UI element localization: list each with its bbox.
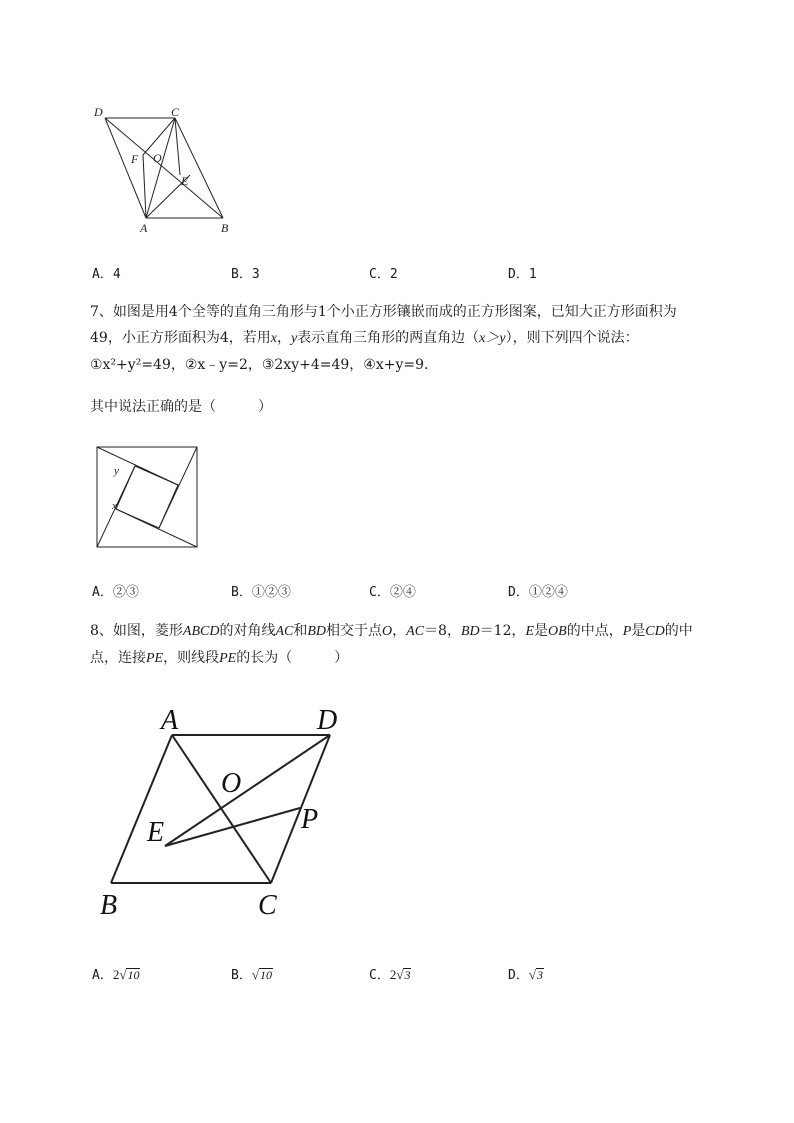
q8-option-b-radicand: 10 bbox=[259, 968, 272, 982]
q7-big-square bbox=[97, 447, 197, 547]
q6-line-af bbox=[143, 155, 146, 218]
q7-line-3: ①x²+y²=49，②x﹣y=2，③2xy+4=49，④x+y=9． bbox=[90, 357, 439, 373]
q8-label-d: D bbox=[317, 705, 338, 736]
q7-question: 其中说法正确的是（ ） bbox=[90, 399, 272, 415]
q6-label-o: O bbox=[153, 151, 162, 165]
q8-label-c: C bbox=[258, 890, 277, 921]
q8-option-d-radicand: 3 bbox=[536, 968, 543, 982]
q8-line-1: 8、如图，菱形ABCD的对角线AC和BD相交于点O，AC＝8，BD＝12，E是OB的中点，P是CD的中 bbox=[90, 623, 693, 639]
q8-stem bbox=[90, 618, 750, 672]
q6-figure bbox=[85, 100, 245, 240]
q8-figure bbox=[95, 700, 365, 925]
q8-segment-pe bbox=[165, 808, 300, 846]
q8-option-a-radicand: 10 bbox=[127, 968, 140, 982]
q8-label-o: O bbox=[221, 768, 242, 799]
q6-option-c[interactable]: C．2 bbox=[369, 267, 398, 282]
q8-option-a[interactable]: A．2√10 bbox=[92, 967, 140, 983]
q8-option-d[interactable]: D．√3 bbox=[508, 967, 543, 983]
q6-option-a[interactable]: A．4 bbox=[92, 267, 121, 282]
q8-line-2: 点，连接PE，则线段PE的长为（ ） bbox=[90, 650, 349, 666]
q6-diag-db bbox=[105, 118, 223, 218]
q6-label-d: D bbox=[94, 105, 103, 119]
q6-side-cb bbox=[175, 118, 223, 218]
q7-small-square bbox=[116, 466, 178, 528]
q8-label-b: B bbox=[100, 890, 118, 921]
q6-diag-ac bbox=[146, 118, 175, 218]
q8-side-ba bbox=[111, 735, 172, 883]
q7-option-d[interactable]: D．①②④ bbox=[508, 585, 568, 600]
q7-option-c[interactable]: C．②④ bbox=[369, 585, 416, 600]
q6-side-ad bbox=[105, 118, 146, 218]
q6-label-f: F bbox=[131, 152, 139, 166]
q7-line-2: 49，小正方形面积为4，若用x，y表示直角三角形的两直角边（x＞y），则下列四个说法： bbox=[90, 330, 639, 346]
q7-figure bbox=[92, 442, 204, 554]
q6-label-b: B bbox=[221, 221, 229, 235]
q8-option-c[interactable]: C．2√3 bbox=[369, 967, 411, 983]
q8-label-a: A bbox=[161, 705, 179, 736]
q8-option-b[interactable]: B．√10 bbox=[231, 967, 272, 983]
q6-line-cf bbox=[143, 118, 175, 155]
q8-option-c-radicand: 3 bbox=[404, 968, 411, 982]
q7-option-a[interactable]: A．②③ bbox=[92, 585, 139, 600]
q7-label-x: x bbox=[112, 500, 117, 512]
q6-label-c: C bbox=[171, 105, 180, 119]
q7-line-1: 7、如图是用4个全等的直角三角形与1个小正方形镶嵌而成的正方形图案，已知大正方形面积为 bbox=[90, 304, 677, 320]
q7-option-b[interactable]: B．①②③ bbox=[231, 585, 291, 600]
q7-stem bbox=[90, 299, 750, 378]
q8-label-p: P bbox=[301, 804, 319, 835]
q7-label-y: y bbox=[114, 465, 119, 477]
q6-label-a: A bbox=[140, 221, 148, 235]
q8-label-e: E bbox=[147, 817, 165, 848]
q6-option-d[interactable]: D．1 bbox=[508, 267, 537, 282]
q6-option-b[interactable]: B．3 bbox=[231, 267, 260, 282]
q6-label-e: E bbox=[181, 174, 189, 188]
